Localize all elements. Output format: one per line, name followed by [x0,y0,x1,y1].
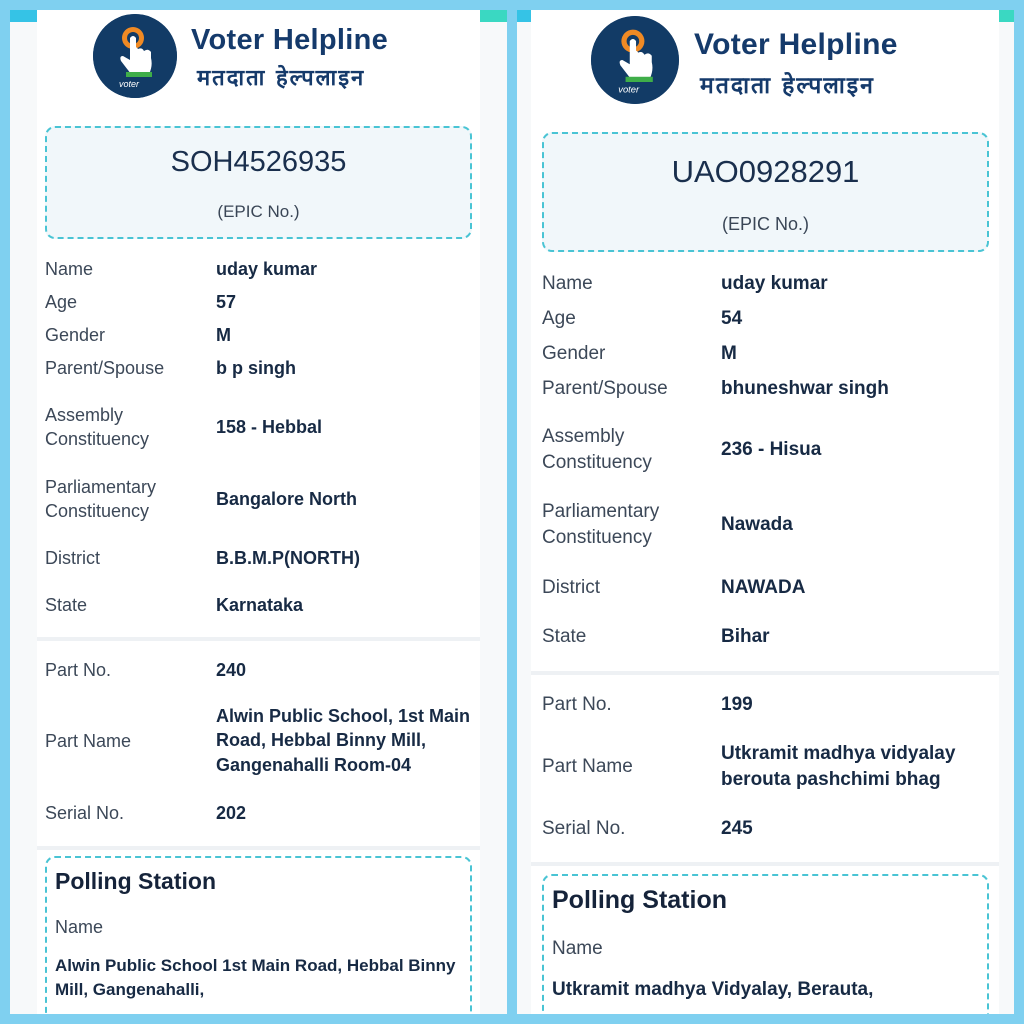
value-part-no: 199 [721,694,753,715]
value-assembly-constituency: 158 - Hebbal [216,417,323,437]
value-parliamentary-constituency: Bangalore North [216,489,358,509]
value-district: B.B.M.P(NORTH) [216,548,360,568]
brand-title-en: Voter Helpline [191,24,389,56]
card-content [531,10,999,1014]
epic-caption: (EPIC No.) [721,214,809,234]
card-content [37,10,480,1014]
value-age: 54 [721,308,743,329]
brand-title-hi: मतदाता हेल्पलाइन [197,66,366,91]
voter-logo-icon [591,16,679,104]
polling-station-box [542,874,989,1014]
header [37,10,480,120]
epic-box [542,132,989,252]
voter-logo-icon [93,14,177,98]
value-state: Karnataka [216,595,304,615]
label-assembly-constituency: Assembly Constituency [45,405,150,450]
divider [531,671,999,675]
label-state: State [542,626,587,647]
epic-box [45,126,472,239]
polling-name-value: Alwin Public School 1st Main Road, Hebbal Binny Mill, Gangenahalli, [55,956,456,999]
value-serial-no: 202 [216,803,247,823]
label-part-no: Part No. [45,660,112,680]
label-state: State [45,595,88,615]
epic-number[interactable]: SOH4526935 [170,146,347,178]
label-parent-spouse: Parent/Spouse [45,358,165,378]
polling-name-label: Name [55,917,104,937]
polling-name-value: Utkramit madhya Vidyalay, Berauta, [552,979,874,1000]
label-age: Age [45,292,78,312]
divider [37,637,480,641]
label-part-name: Part Name [542,756,633,777]
divider [37,846,480,850]
value-serial-no: 245 [721,818,753,839]
label-district: District [542,577,601,598]
polling-station-box [45,856,472,1014]
label-name: Name [45,259,94,279]
label-part-no: Part No. [542,694,612,715]
voter-card-right [517,10,1014,1014]
label-part-name: Part Name [45,731,132,751]
accent-bar [10,10,38,22]
header [531,10,999,120]
label-parliamentary-constituency: Parliamentary Constituency [45,477,157,522]
label-parent-spouse: Parent/Spouse [542,378,668,399]
label-serial-no: Serial No. [542,818,626,839]
brand-title-en: Voter Helpline [694,28,898,61]
value-part-name: Alwin Public School, 1st Main Road, Hebbal Binny Mill, Gangenahalli Room-04 [216,706,471,775]
value-district: NAWADA [721,577,806,598]
value-gender: M [216,325,231,345]
accent-bar [479,10,507,22]
polling-station-title: Polling Station [552,886,727,914]
label-name: Name [542,273,593,294]
value-part-no: 240 [216,660,247,680]
value-part-name: Utkramit madhya vidyalay berouta pashchimi bhag [721,743,956,790]
epic-number[interactable]: UAO0928291 [671,154,860,189]
label-parliamentary-constituency: Parliamentary Constituency [542,501,660,548]
value-name: uday kumar [216,259,318,279]
label-serial-no: Serial No. [45,803,125,823]
polling-name-label: Name [552,938,603,959]
label-age: Age [542,308,576,329]
value-assembly-constituency: 236 - Hisua [721,439,822,460]
epic-caption: (EPIC No.) [217,202,300,221]
label-gender: Gender [542,343,606,364]
polling-station-title: Polling Station [55,868,216,894]
value-state: Bihar [721,626,770,647]
voter-card-left [10,10,507,1014]
value-gender: M [721,343,737,364]
label-gender: Gender [45,325,106,345]
svg-text:voter: voter [119,79,140,89]
brand-title-hi: मतदाता हेल्पलाइन [700,73,875,99]
value-parent-spouse: bhuneshwar singh [721,378,889,399]
value-name: uday kumar [721,273,828,294]
value-age: 57 [216,292,237,312]
label-assembly-constituency: Assembly Constituency [542,426,652,473]
value-parent-spouse: b p singh [216,358,296,378]
svg-text:voter: voter [618,83,640,95]
value-parliamentary-constituency: Nawada [721,514,793,535]
label-district: District [45,548,100,568]
divider [531,862,999,866]
